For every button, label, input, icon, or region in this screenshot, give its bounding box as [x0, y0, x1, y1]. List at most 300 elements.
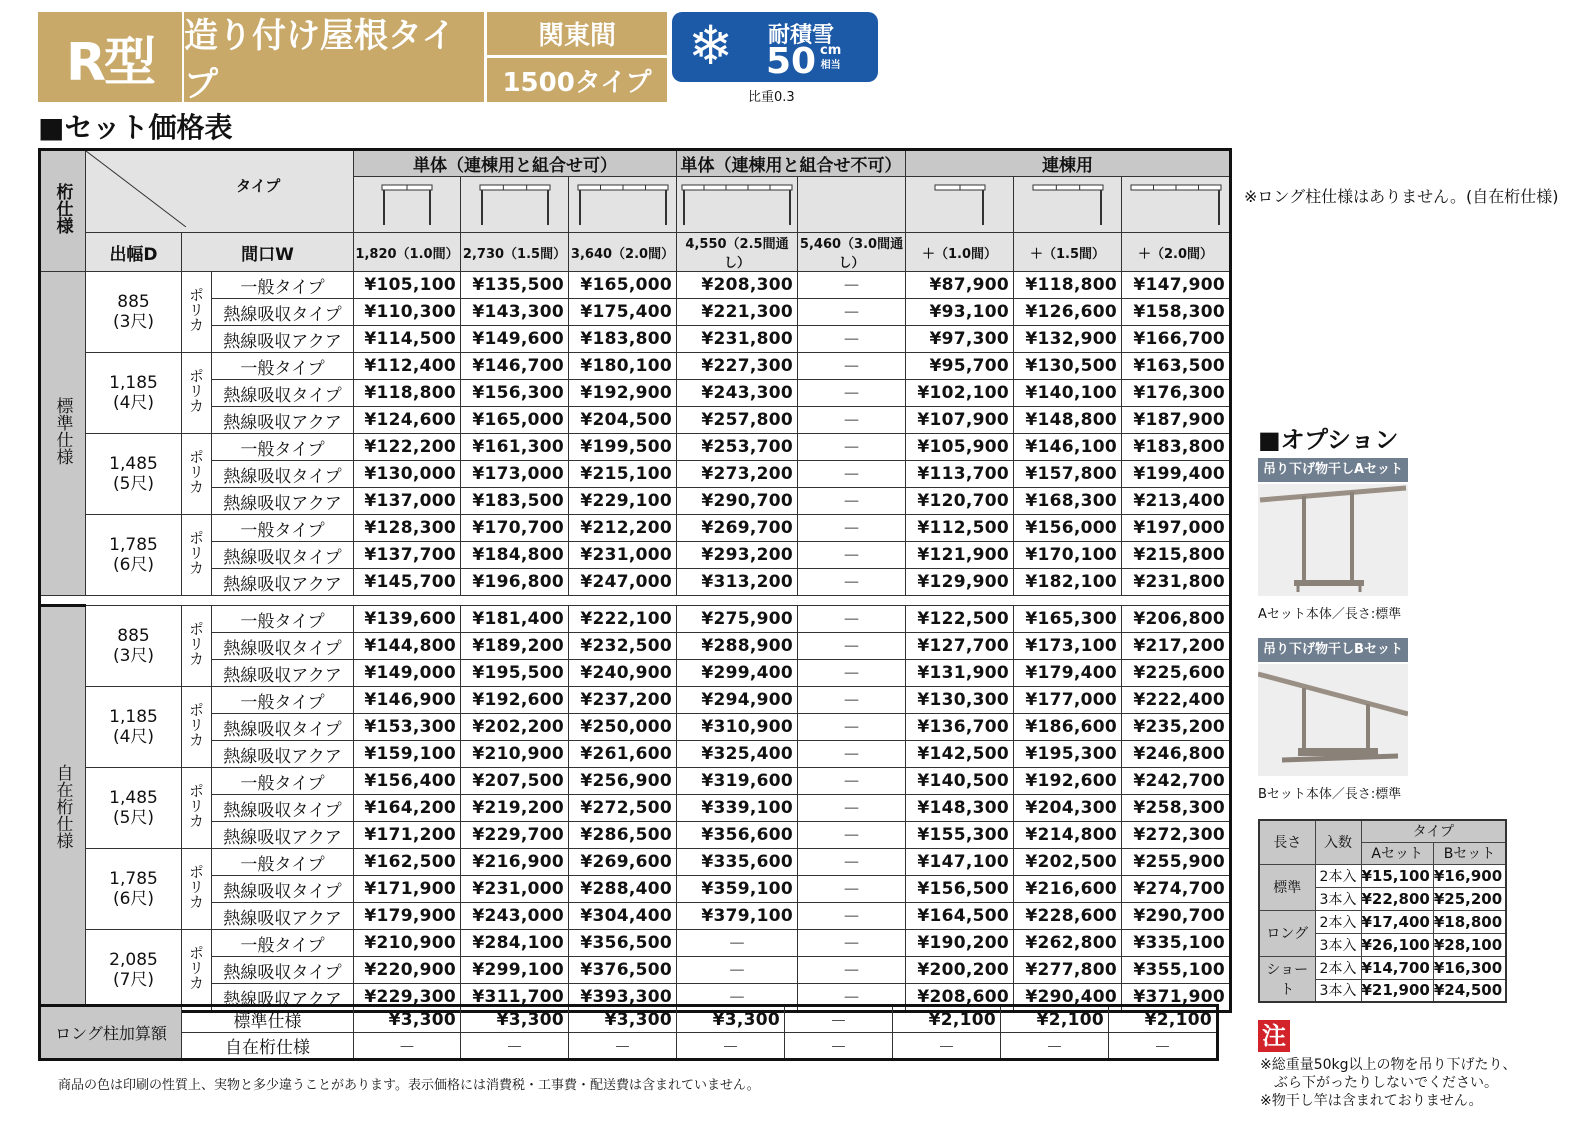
- type-cell: 熱線吸収タイプ: [212, 461, 354, 488]
- table-row: [40, 930, 1231, 957]
- price-cell: ¥162,500: [354, 849, 461, 876]
- price-cell: ¥237,200: [569, 687, 677, 714]
- price-cell: ¥359,100: [677, 876, 798, 903]
- price-cell: ¥214,800: [1014, 822, 1122, 849]
- price-cell: －: [354, 1033, 461, 1060]
- type-cell: 熱線吸収アクア: [212, 569, 354, 596]
- material-cell: [182, 768, 212, 849]
- price-cell: －: [798, 461, 906, 488]
- price-cell: ¥166,700: [1122, 326, 1231, 353]
- price-cell: ¥204,300: [1014, 795, 1122, 822]
- price-cell: ¥171,900: [354, 876, 461, 903]
- price-cell: ¥122,500: [906, 606, 1014, 633]
- type-cell: 熱線吸収タイプ: [212, 714, 354, 741]
- type-cell: 熱線吸収アクア: [212, 407, 354, 434]
- price-cell: －: [798, 606, 906, 633]
- option-price-a: ¥15,100: [1361, 864, 1433, 887]
- depth-value: 1,785: [109, 535, 158, 555]
- option-b-image: [1258, 664, 1408, 776]
- table-row: [40, 876, 1231, 903]
- option-price-a: ¥14,700: [1361, 956, 1433, 979]
- table-row: [40, 569, 1231, 596]
- price-cell: ¥192,600: [1014, 768, 1122, 795]
- table-row: [40, 515, 1231, 542]
- price-cell: －: [798, 768, 906, 795]
- hanger-b-icon: [1258, 664, 1408, 776]
- price-cell: ¥255,900: [1122, 849, 1231, 876]
- price-cell: ¥213,400: [1122, 488, 1231, 515]
- price-cell: ¥207,500: [461, 768, 569, 795]
- option-length: ロング: [1259, 910, 1315, 956]
- type-cell: 熱線吸収アクア: [212, 326, 354, 353]
- material-cell: [182, 353, 212, 434]
- depth-value: 2,085: [109, 950, 158, 970]
- price-cell: ¥87,900: [906, 272, 1014, 299]
- price-cell: ¥120,700: [906, 488, 1014, 515]
- price-cell: ¥231,800: [1122, 569, 1231, 596]
- price-cell: ¥105,900: [906, 434, 1014, 461]
- price-cell: ¥232,500: [569, 633, 677, 660]
- price-cell: ¥135,500: [461, 272, 569, 299]
- depth-value: 885: [117, 292, 150, 312]
- table-row: [40, 822, 1231, 849]
- price-cell: －: [1109, 1033, 1218, 1060]
- material-cell: [182, 272, 212, 353]
- structure-icon: [573, 177, 673, 227]
- table-row: [40, 957, 1231, 984]
- price-cell: ¥153,300: [354, 714, 461, 741]
- price-cell: －: [798, 957, 906, 984]
- price-cell: ¥228,600: [1014, 903, 1122, 930]
- price-cell: ¥170,700: [461, 515, 569, 542]
- price-cell: －: [798, 903, 906, 930]
- table-row: [40, 741, 1231, 768]
- price-cell: ¥132,900: [1014, 326, 1122, 353]
- price-cell: －: [798, 326, 906, 353]
- depth-value: 1,485: [109, 454, 158, 474]
- price-cell: ¥206,800: [1122, 606, 1231, 633]
- price-cell: ¥179,400: [1014, 660, 1122, 687]
- price-cell: ¥199,500: [569, 434, 677, 461]
- price-cell: ¥210,900: [461, 741, 569, 768]
- spec-name: [40, 606, 86, 1012]
- price-cell: ¥235,200: [1122, 714, 1231, 741]
- snowflake-icon: ❄: [688, 14, 734, 77]
- option-row: [1259, 864, 1506, 887]
- table-row: [40, 353, 1231, 380]
- option-qty: 3本入: [1315, 933, 1361, 956]
- structure-diagram-2: [461, 177, 569, 233]
- width-col-3: 3,640（2.0間）: [569, 233, 677, 272]
- price-cell: ¥290,700: [1122, 903, 1231, 930]
- table-row: [40, 687, 1231, 714]
- snow-label: 耐積雪: [768, 23, 835, 48]
- caution-text: [1260, 1056, 1517, 1110]
- table-row: [40, 849, 1231, 876]
- price-cell: ¥124,600: [354, 407, 461, 434]
- price-cell: ¥299,400: [677, 660, 798, 687]
- width-col-1: 1,820（1.0間）: [354, 233, 461, 272]
- price-cell: ¥393,300: [569, 984, 677, 1012]
- price-cell: ¥112,500: [906, 515, 1014, 542]
- price-cell: ¥192,900: [569, 380, 677, 407]
- price-cell: ¥304,400: [569, 903, 677, 930]
- depth-shaku: (7尺): [112, 970, 155, 990]
- price-cell: ¥216,600: [1014, 876, 1122, 903]
- depth-cell: [86, 849, 182, 930]
- depth-value: 1,185: [109, 373, 158, 393]
- depth-cell: [86, 768, 182, 849]
- price-cell: ¥200,200: [906, 957, 1014, 984]
- material-text: ポリカ: [187, 702, 205, 747]
- long-post-row: [40, 1006, 1218, 1033]
- structure-icon: [677, 177, 797, 227]
- price-cell: ¥163,500: [1122, 353, 1231, 380]
- spec-name: [40, 272, 86, 596]
- price-cell: ¥140,100: [1014, 380, 1122, 407]
- type-cell: 熱線吸収タイプ: [212, 795, 354, 822]
- price-cell: ¥156,000: [1014, 515, 1122, 542]
- type-cell: 熱線吸収アクア: [212, 660, 354, 687]
- group-header-3: 連棟用: [906, 150, 1231, 177]
- price-cell: ¥144,800: [354, 633, 461, 660]
- type-cell: 一般タイプ: [212, 515, 354, 542]
- price-cell: ¥146,700: [461, 353, 569, 380]
- price-cell: ¥195,500: [461, 660, 569, 687]
- price-cell: ¥127,700: [906, 633, 1014, 660]
- price-cell: －: [798, 984, 906, 1012]
- price-cell: ¥284,100: [461, 930, 569, 957]
- depth-shaku: (4尺): [112, 393, 155, 413]
- price-cell: －: [798, 741, 906, 768]
- type-cell: 熱線吸収タイプ: [212, 299, 354, 326]
- price-cell: ¥147,900: [1122, 272, 1231, 299]
- price-cell: ¥136,700: [906, 714, 1014, 741]
- group-header-2: 単体（連棟用と組合せ不可）: [677, 150, 906, 177]
- depth-value: 1,185: [109, 707, 158, 727]
- price-cell: ¥319,600: [677, 768, 798, 795]
- price-cell: ¥121,900: [906, 542, 1014, 569]
- price-cell: ¥273,200: [677, 461, 798, 488]
- option-price-a: ¥22,800: [1361, 887, 1433, 910]
- price-cell: ¥222,400: [1122, 687, 1231, 714]
- price-cell: ¥222,100: [569, 606, 677, 633]
- price-cell: ¥128,300: [354, 515, 461, 542]
- price-cell: －: [798, 930, 906, 957]
- price-cell: ¥182,100: [1014, 569, 1122, 596]
- table-row: [40, 768, 1231, 795]
- price-cell: ¥171,200: [354, 822, 461, 849]
- price-cell: ¥131,900: [906, 660, 1014, 687]
- price-cell: ¥161,300: [461, 434, 569, 461]
- price-cell: ¥225,600: [1122, 660, 1231, 687]
- spec-name-text: 標準仕様: [52, 397, 73, 465]
- price-cell: ¥148,800: [1014, 407, 1122, 434]
- price-cell: ¥164,200: [354, 795, 461, 822]
- price-cell: －: [798, 380, 906, 407]
- price-cell: －: [798, 488, 906, 515]
- table-row: [40, 488, 1231, 515]
- price-cell: ¥130,000: [354, 461, 461, 488]
- price-cell: －: [798, 714, 906, 741]
- price-cell: ¥215,100: [569, 461, 677, 488]
- price-cell: ¥159,100: [354, 741, 461, 768]
- table-row: [40, 633, 1231, 660]
- price-cell: －: [677, 1033, 785, 1060]
- price-cell: －: [677, 957, 798, 984]
- section-title: ■セット価格表: [38, 111, 233, 144]
- region-badge: 関東間: [487, 12, 667, 55]
- roof-type-badge: 造り付け屋根タイプ: [184, 12, 484, 102]
- material-text: ポリカ: [187, 621, 205, 666]
- price-cell: ¥231,000: [461, 876, 569, 903]
- price-cell: －: [798, 299, 906, 326]
- depth-value: 885: [117, 626, 150, 646]
- price-cell: －: [798, 272, 906, 299]
- material-cell: [182, 687, 212, 768]
- price-cell: －: [798, 353, 906, 380]
- long-post-spec: 標準仕様: [182, 1006, 354, 1033]
- price-cell: －: [677, 930, 798, 957]
- price-cell: ¥227,300: [677, 353, 798, 380]
- type-cell: 一般タイプ: [212, 849, 354, 876]
- opt-h-qty: 入数: [1315, 820, 1361, 864]
- price-cell: ¥156,300: [461, 380, 569, 407]
- opt-h-b: Bセット: [1433, 842, 1506, 864]
- structure-icon: [475, 177, 555, 227]
- option-price-table: [1258, 819, 1507, 1003]
- option-a-image: [1258, 484, 1408, 596]
- price-cell: －: [798, 822, 906, 849]
- structure-diagram-4: [677, 177, 798, 233]
- option-qty: 2本入: [1315, 910, 1361, 933]
- depth-shaku: (6尺): [112, 889, 155, 909]
- type-cell: 熱線吸収アクア: [212, 822, 354, 849]
- long-post-row: [40, 1033, 1218, 1060]
- price-cell: ¥113,700: [906, 461, 1014, 488]
- price-cell: ¥335,600: [677, 849, 798, 876]
- option-price-a: ¥21,900: [1361, 979, 1433, 1002]
- type-cell: 一般タイプ: [212, 606, 354, 633]
- price-cell: ¥246,800: [1122, 741, 1231, 768]
- type-cell: 熱線吸収アクア: [212, 984, 354, 1012]
- price-cell: ¥371,900: [1122, 984, 1231, 1012]
- snow-load-badge: [672, 12, 878, 82]
- option-row: [1259, 910, 1506, 933]
- price-cell: ¥176,300: [1122, 380, 1231, 407]
- type-cell: 熱線吸収アクア: [212, 741, 354, 768]
- table-row: [40, 461, 1231, 488]
- price-cell: ¥229,300: [354, 984, 461, 1012]
- price-cell: ¥3,300: [569, 1006, 677, 1033]
- price-cell: ¥3,300: [354, 1006, 461, 1033]
- footer-note: 商品の色は印刷の性質上、実物と多少違うことがあります。表示価格には消費税・工事費・配送費は含まれていません。: [58, 1078, 760, 1093]
- price-cell: ¥149,000: [354, 660, 461, 687]
- price-cell: ¥197,000: [1122, 515, 1231, 542]
- width-col-6: ＋（1.0間）: [906, 233, 1014, 272]
- depth-cell: [86, 930, 182, 1012]
- price-cell: ¥165,300: [1014, 606, 1122, 633]
- price-cell: ¥290,700: [677, 488, 798, 515]
- price-cell: －: [798, 876, 906, 903]
- price-cell: －: [677, 984, 798, 1012]
- material-text: ポリカ: [187, 530, 205, 575]
- material-text: ポリカ: [187, 864, 205, 909]
- material-text: ポリカ: [187, 945, 205, 990]
- option-qty: 3本入: [1315, 887, 1361, 910]
- price-cell: －: [798, 407, 906, 434]
- depth-shaku: (3尺): [112, 646, 155, 666]
- option-b-badge: 吊り下げ物干しBセット: [1258, 638, 1408, 662]
- opt-h-length: 長さ: [1259, 820, 1315, 864]
- type-cell: 一般タイプ: [212, 687, 354, 714]
- price-cell: ¥192,600: [461, 687, 569, 714]
- price-cell: ¥258,300: [1122, 795, 1231, 822]
- depth-cell: [86, 515, 182, 596]
- depth-cell: [86, 606, 182, 687]
- price-cell: －: [798, 633, 906, 660]
- price-cell: ¥137,000: [354, 488, 461, 515]
- table-row: [40, 434, 1231, 461]
- width-col-5: 5,460（3.0間通し）: [798, 233, 906, 272]
- diagonal-header: [86, 150, 354, 233]
- price-cell: ¥156,400: [354, 768, 461, 795]
- width-col-7: ＋（1.5間）: [1014, 233, 1122, 272]
- price-cell: ¥183,500: [461, 488, 569, 515]
- price-cell: ¥93,100: [906, 299, 1014, 326]
- width-col-8: ＋（2.0間）: [1122, 233, 1231, 272]
- price-cell: ¥231,800: [677, 326, 798, 353]
- price-cell: ¥247,000: [569, 569, 677, 596]
- price-cell: ¥175,400: [569, 299, 677, 326]
- option-price-b: ¥25,200: [1433, 887, 1506, 910]
- caution-line-2: ぶら下がったりしないでください。: [1274, 1075, 1498, 1091]
- structure-diagram-6: [906, 177, 1014, 233]
- depth-shaku: (6尺): [112, 555, 155, 575]
- price-cell: ¥118,800: [1014, 272, 1122, 299]
- caution-mark: 注: [1258, 1020, 1290, 1052]
- option-title: ■オプション: [1258, 426, 1399, 454]
- price-cell: ¥2,100: [1109, 1006, 1218, 1033]
- width-col-2: 2,730（1.5間）: [461, 233, 569, 272]
- price-cell: ¥208,300: [677, 272, 798, 299]
- price-cell: ¥146,900: [354, 687, 461, 714]
- material-text: ポリカ: [187, 287, 205, 332]
- spec-name-text: 自在桁仕様: [52, 763, 73, 849]
- price-cell: ¥142,500: [906, 741, 1014, 768]
- price-cell: ¥110,300: [354, 299, 461, 326]
- structure-icon: [1028, 177, 1108, 227]
- price-cell: ¥288,400: [569, 876, 677, 903]
- price-cell: ¥311,700: [461, 984, 569, 1012]
- option-length: 標準: [1259, 864, 1315, 910]
- option-price-b: ¥16,900: [1433, 864, 1506, 887]
- price-cell: －: [461, 1033, 569, 1060]
- price-cell: ¥184,800: [461, 542, 569, 569]
- price-cell: ¥229,700: [461, 822, 569, 849]
- price-cell: ¥272,500: [569, 795, 677, 822]
- price-cell: ¥294,900: [677, 687, 798, 714]
- type-cell: 熱線吸収タイプ: [212, 633, 354, 660]
- caution-line-3: ※物干し竿は含まれておりません。: [1260, 1093, 1483, 1109]
- price-cell: ¥3,300: [677, 1006, 785, 1033]
- price-cell: ¥102,100: [906, 380, 1014, 407]
- price-cell: ¥190,200: [906, 930, 1014, 957]
- price-cell: －: [798, 660, 906, 687]
- structure-diagram-8: [1122, 177, 1231, 233]
- price-cell: －: [798, 569, 906, 596]
- table-row: [40, 606, 1231, 633]
- price-cell: ¥122,200: [354, 434, 461, 461]
- price-cell: ¥170,100: [1014, 542, 1122, 569]
- price-cell: ¥199,400: [1122, 461, 1231, 488]
- price-cell: －: [785, 1033, 893, 1060]
- corner-label: 桁仕様: [40, 150, 86, 272]
- depth-value: 1,485: [109, 788, 158, 808]
- price-cell: ¥288,900: [677, 633, 798, 660]
- width-label: 間口W: [182, 233, 354, 272]
- option-price-a: ¥26,100: [1361, 933, 1433, 956]
- table-row: [40, 326, 1231, 353]
- price-cell: ¥231,000: [569, 542, 677, 569]
- price-cell: ¥208,600: [906, 984, 1014, 1012]
- long-post-spec: 自在桁仕様: [182, 1033, 354, 1060]
- option-qty: 3本入: [1315, 979, 1361, 1002]
- gap-cell: [40, 596, 1231, 606]
- price-cell: ¥325,400: [677, 741, 798, 768]
- price-cell: ¥242,700: [1122, 768, 1231, 795]
- price-cell: ¥221,300: [677, 299, 798, 326]
- type-cell: 一般タイプ: [212, 434, 354, 461]
- price-cell: ¥105,100: [354, 272, 461, 299]
- type-cell: 熱線吸収アクア: [212, 488, 354, 515]
- price-cell: ¥2,100: [893, 1006, 1001, 1033]
- option-b-caption: Bセット本体／長さ:標準: [1258, 787, 1402, 802]
- depth-shaku: (3尺): [112, 312, 155, 332]
- option-a-badge: 吊り下げ物干しAセット: [1258, 458, 1408, 482]
- price-cell: ¥183,800: [1122, 434, 1231, 461]
- price-cell: ¥143,300: [461, 299, 569, 326]
- type-cell: 熱線吸収タイプ: [212, 957, 354, 984]
- price-cell: ¥356,600: [677, 822, 798, 849]
- price-cell: ¥272,300: [1122, 822, 1231, 849]
- price-cell: －: [798, 687, 906, 714]
- price-cell: －: [893, 1033, 1001, 1060]
- price-cell: ¥164,500: [906, 903, 1014, 930]
- price-cell: －: [798, 795, 906, 822]
- price-cell: ¥376,500: [569, 957, 677, 984]
- price-cell: ¥148,300: [906, 795, 1014, 822]
- option-length: ショート: [1259, 956, 1315, 1002]
- price-cell: －: [785, 1006, 893, 1033]
- option-price-b: ¥24,500: [1433, 979, 1506, 1002]
- depth-shaku: (5尺): [112, 474, 155, 494]
- option-qty: 2本入: [1315, 956, 1361, 979]
- option-price-b: ¥18,800: [1433, 910, 1506, 933]
- structure-diagram-3: [569, 177, 677, 233]
- table-row: [40, 714, 1231, 741]
- table-row: [40, 380, 1231, 407]
- price-cell: ¥114,500: [354, 326, 461, 353]
- price-cell: ¥286,500: [569, 822, 677, 849]
- price-cell: ¥149,600: [461, 326, 569, 353]
- price-cell: ¥156,500: [906, 876, 1014, 903]
- price-cell: ¥173,100: [1014, 633, 1122, 660]
- width-col-4: 4,550（2.5間通し）: [677, 233, 798, 272]
- price-cell: ¥256,900: [569, 768, 677, 795]
- price-cell: ¥356,500: [569, 930, 677, 957]
- price-cell: ¥229,100: [569, 488, 677, 515]
